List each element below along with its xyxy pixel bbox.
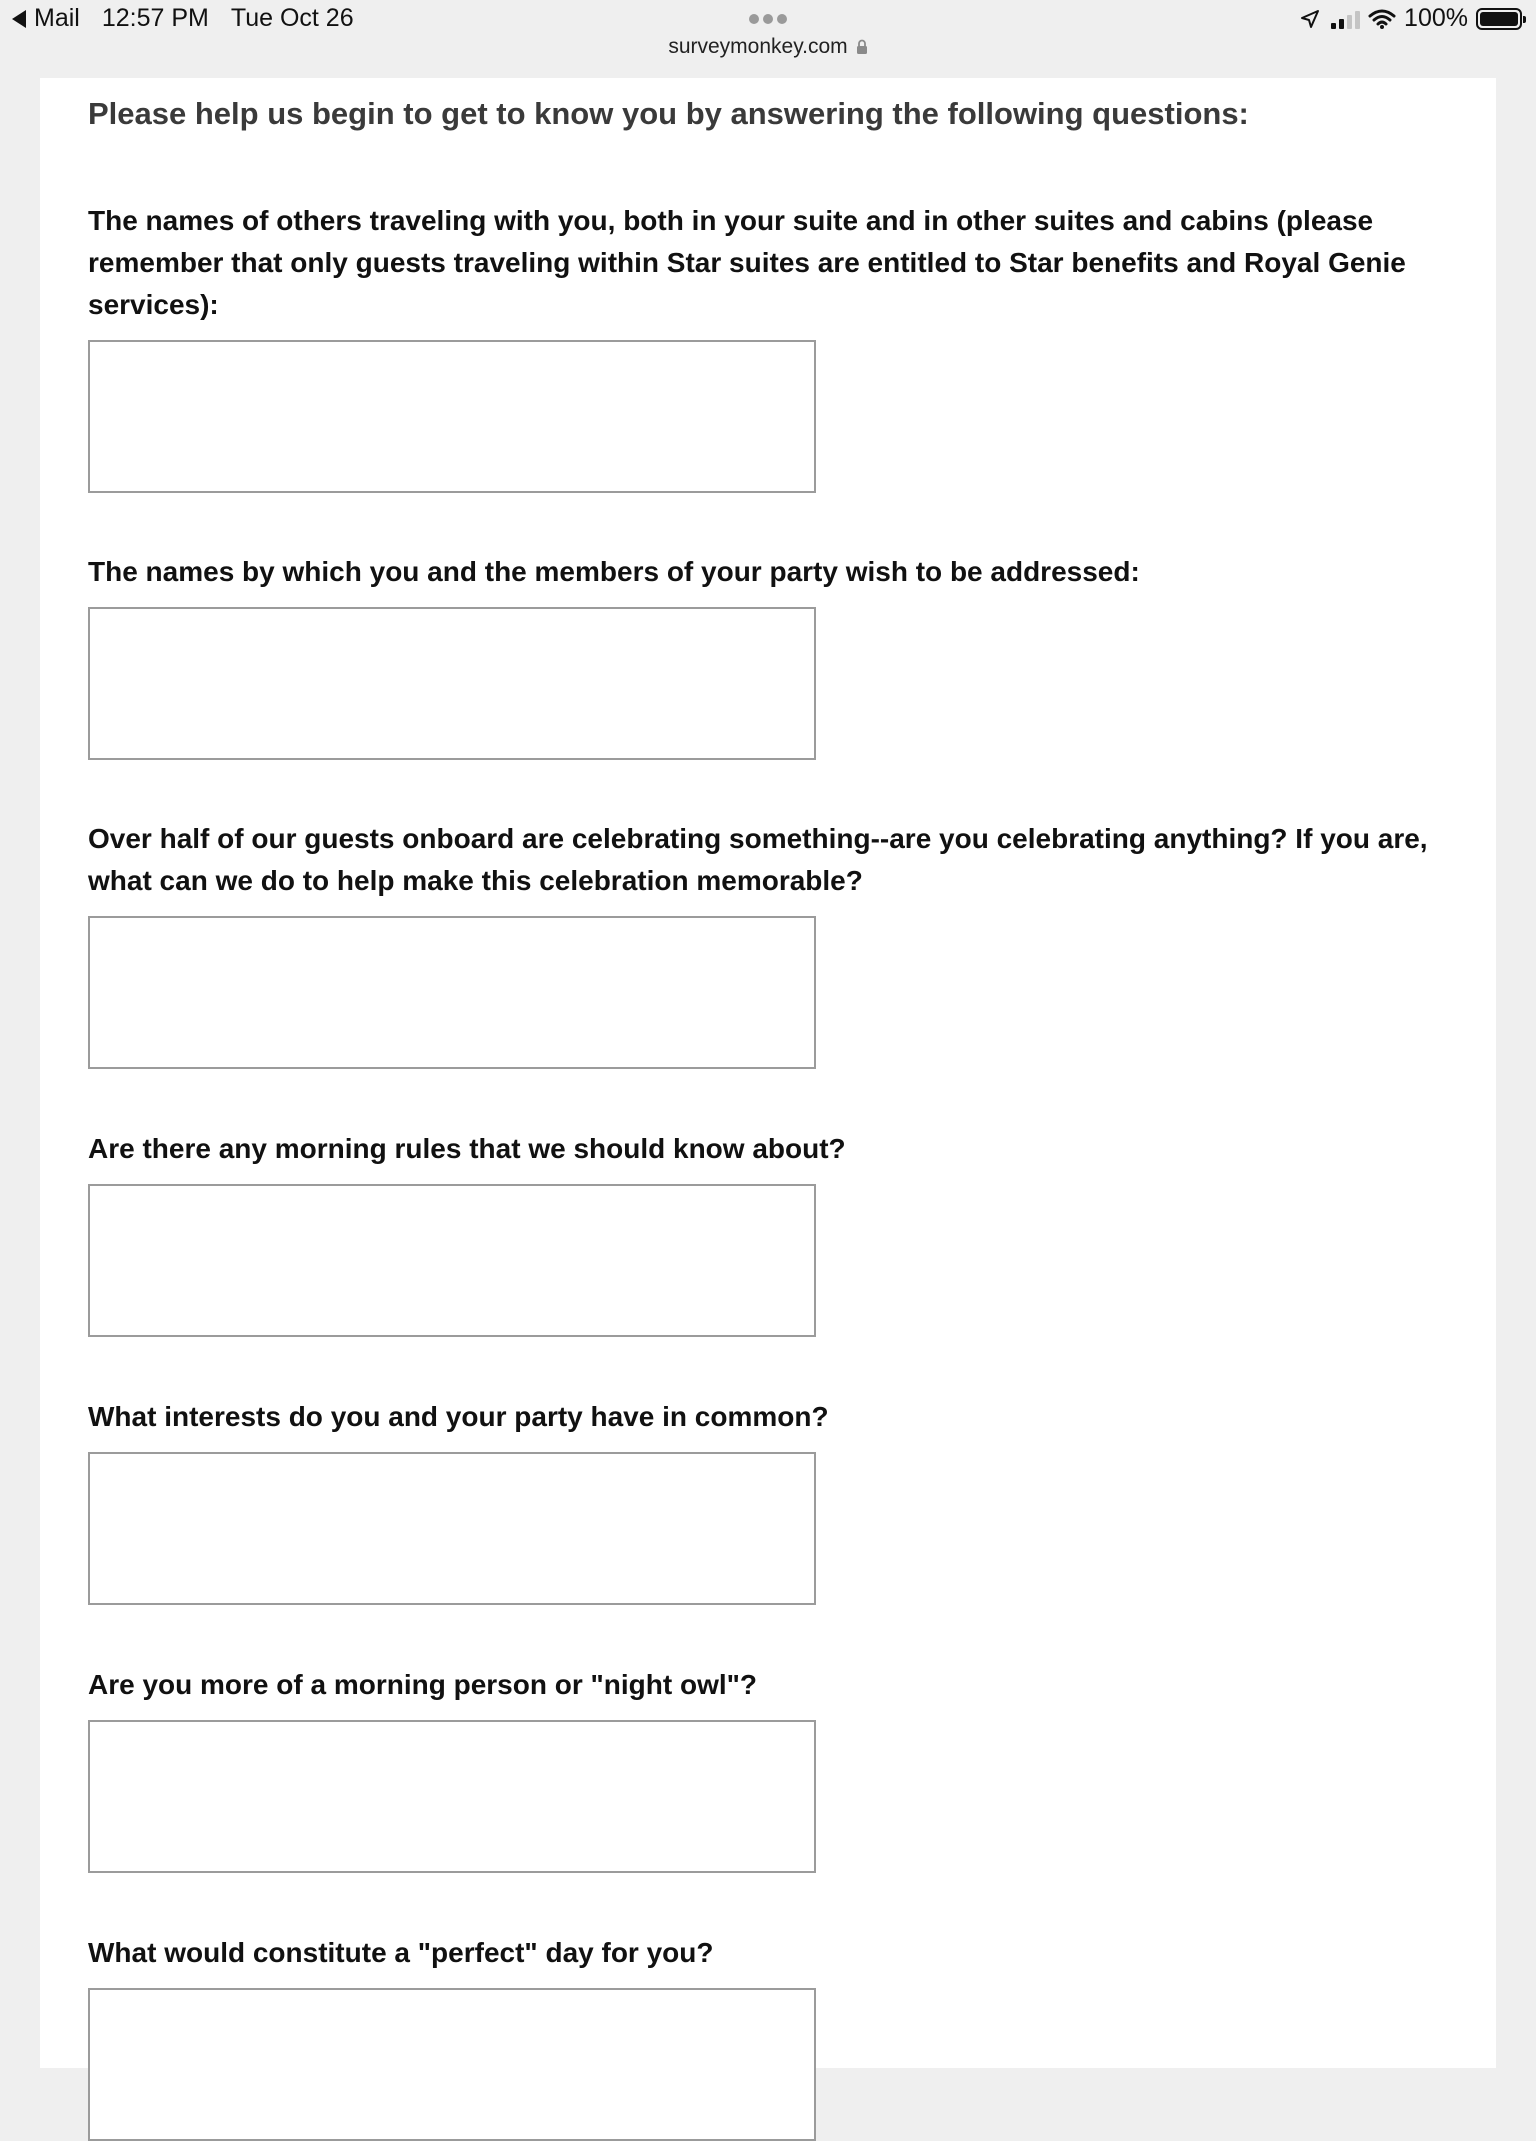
survey-intro-heading: Please help us begin to get to know you by answering the following questions: [88, 96, 1249, 131]
question-label: The names of others traveling with you, both in your suite and in other suites and cabins (please remember that only guests traveling within Star suites are entitled to Star benefits and Royal Genie services): [88, 205, 1406, 320]
date: Tue Oct 26 [230, 4, 354, 32]
question-label: What interests do you and your party have in common? [88, 1401, 829, 1432]
question-celebration [88, 818, 1458, 1069]
answer-input-preferred-names[interactable] [88, 607, 816, 760]
url-text[interactable]: surveymonkey.com [668, 35, 848, 58]
question-label: The names by which you and the members of your party wish to be addressed: [88, 556, 1140, 587]
question-label: Are there any morning rules that we should know about? [88, 1133, 846, 1164]
clock: 12:57 PM [101, 4, 209, 32]
question-common-interests [88, 1396, 1458, 1605]
battery-percent: 100% [1404, 4, 1468, 32]
answer-input-travel-companions[interactable] [88, 340, 816, 493]
more-options-icon[interactable] [0, 14, 1536, 28]
answer-input-morning-or-night[interactable] [88, 1720, 816, 1873]
survey-card [40, 78, 1496, 2068]
question-morning-rules [88, 1128, 1458, 1337]
address-bar[interactable] [0, 14, 1536, 59]
question-travel-companions [88, 200, 1458, 493]
question-label: Are you more of a morning person or "night owl"? [88, 1669, 758, 1700]
back-to-app-link[interactable]: Mail [34, 4, 80, 32]
question-perfect-day [88, 1932, 1458, 2141]
question-label: Over half of our guests onboard are celebrating something--are you celebrating anything? If you are, what can we do to help make this celebration memorable? [88, 823, 1428, 896]
answer-input-celebration[interactable] [88, 916, 816, 1069]
answer-input-morning-rules[interactable] [88, 1184, 816, 1337]
answer-input-perfect-day[interactable] [88, 1988, 816, 2141]
lock-icon [856, 39, 868, 55]
question-label: What would constitute a "perfect" day for you? [88, 1937, 714, 1968]
question-morning-or-night [88, 1664, 1458, 1873]
answer-input-common-interests[interactable] [88, 1452, 816, 1605]
question-preferred-names [88, 551, 1458, 760]
